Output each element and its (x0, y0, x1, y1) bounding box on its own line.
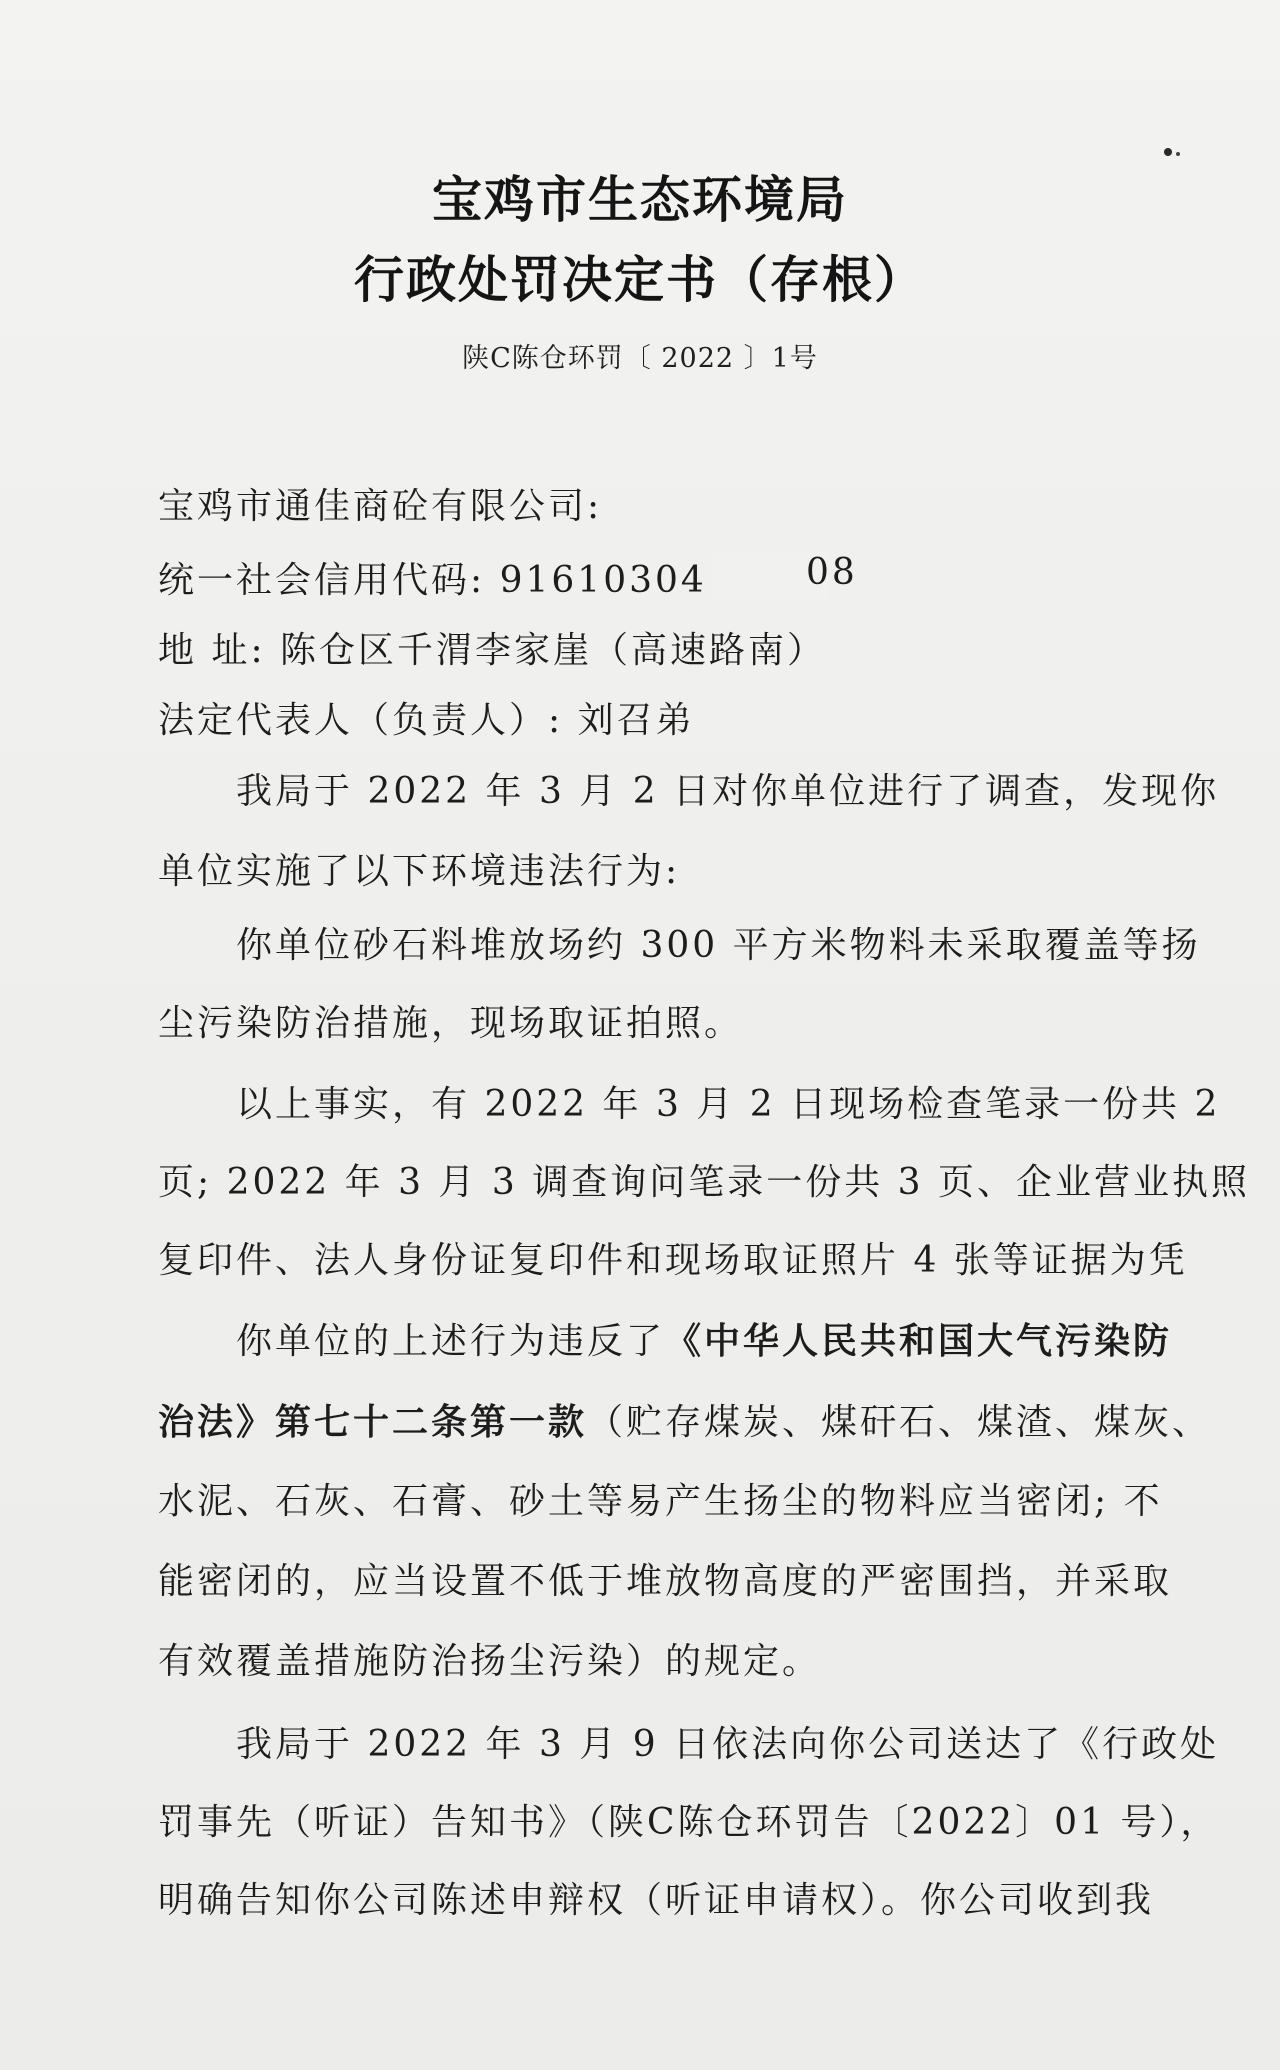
paragraph-line (236, 1313, 1172, 1364)
paragraph-line: 有效覆盖措施防治扬尘污染）的规定。 (158, 1641, 822, 1682)
law-reference: 《中华人民共和国大气污染防 (665, 1320, 1173, 1362)
ink-speck (1164, 148, 1172, 156)
credit-code-suffix: 08 (806, 552, 858, 593)
paragraph-line (158, 1394, 1211, 1445)
paragraph-line: 单位实施了以下环境违法行为: (158, 851, 681, 892)
document-title-agency: 宝鸡市生态环境局 (432, 171, 848, 229)
paragraph-line: 你单位砂石料堆放场约 300 平方米物料未采取覆盖等扬 (236, 925, 1201, 966)
document-title-type: 行政处罚决定书（存根） (354, 251, 926, 309)
law-reference: 治法》第七十二条第一款 (158, 1401, 588, 1443)
paragraph-line: 尘污染防治措施，现场取证拍照。 (158, 1003, 744, 1044)
recipient-address: 地 址: 陈仓区千渭李家崖（高速路南） (158, 630, 827, 671)
document-number: 陕C陈仓环罚〔 2022 〕1号 (462, 343, 818, 374)
paragraph-line: 复印件、法人身份证复印件和现场取证照片 4 张等证据为凭 (158, 1240, 1188, 1281)
paragraph-line: 明确告知你公司陈述申辩权（听证申请权）。你公司收到我 (158, 1880, 1155, 1921)
paragraph-line: 我局于 2022 年 3 月 9 日依法向你公司送达了《行政处 (236, 1724, 1220, 1765)
legal-representative: 法定代表人（负责人）: 刘召弟 (158, 700, 695, 741)
paragraph-line: 水泥、石灰、石膏、砂土等易产生扬尘的物料应当密闭; 不 (158, 1481, 1163, 1522)
paragraph-line: 我局于 2022 年 3 月 2 日对你单位进行了调查，发现你 (236, 771, 1220, 812)
paragraph-line: 以上事实，有 2022 年 3 月 2 日现场检查笔录一份共 2 (236, 1084, 1221, 1125)
paragraph-text: （贮存煤炭、煤矸石、煤渣、煤灰、 (587, 1402, 1212, 1443)
paragraph-text: 你单位的上述行为违反了 (236, 1321, 666, 1362)
paragraph-line: 能密闭的，应当设置不低于堆放物高度的严密围挡，并采取 (158, 1561, 1173, 1602)
recipient-name: 宝鸡市通佳商砼有限公司: (158, 486, 603, 527)
credit-code: 统一社会信用代码: 91610304 (158, 560, 707, 601)
paragraph-line: 罚事先（听证）告知书》（陕C陈仓环罚告〔2022〕01 号）， (158, 1802, 1220, 1843)
paragraph-line: 页; 2022 年 3 月 3 调查询问笔录一份共 3 页、企业营业执照 (158, 1162, 1251, 1203)
ink-speck (1176, 152, 1180, 156)
